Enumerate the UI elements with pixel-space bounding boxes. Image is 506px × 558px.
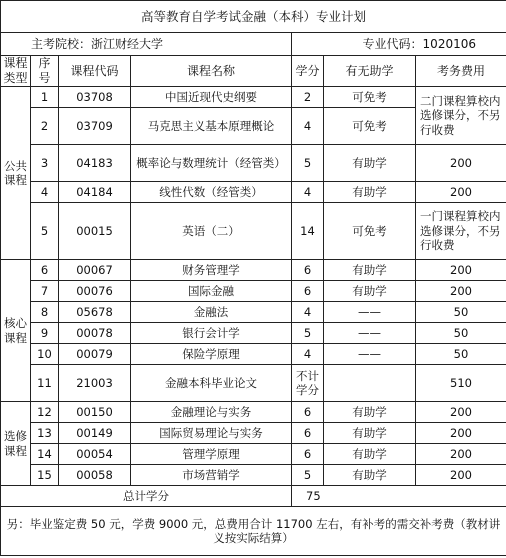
row-name: 金融理论与实务: [131, 402, 292, 423]
table-row: [1, 302, 506, 323]
row-fee: 二门课程算校内选修课分，不另行收费: [416, 87, 506, 145]
table-row: [1, 281, 506, 302]
row-fee: 200: [416, 402, 506, 423]
row-fee: 200: [416, 423, 506, 444]
row-name: 保险学原理: [131, 344, 292, 365]
row-number: 3: [31, 145, 59, 182]
row-code: 05678: [59, 302, 131, 323]
row-credit: 5: [292, 465, 324, 486]
row-credit: 4: [292, 344, 324, 365]
row-fee: 200: [416, 465, 506, 486]
row-aid: 有助学: [324, 465, 416, 486]
row-code: 00067: [59, 260, 131, 281]
row-number: 7: [31, 281, 59, 302]
row-name: 市场营销学: [131, 465, 292, 486]
table-row: [1, 182, 506, 203]
title-row: [1, 1, 506, 33]
table-row: [1, 444, 506, 465]
row-credit: 6: [292, 281, 324, 302]
row-code: 00150: [59, 402, 131, 423]
row-aid: 有助学: [324, 145, 416, 182]
row-number: 8: [31, 302, 59, 323]
row-fee: 200: [416, 281, 506, 302]
row-fee: 510: [416, 365, 506, 402]
header-aid: 有无助学: [324, 56, 416, 87]
row-code: 00079: [59, 344, 131, 365]
table-row: [1, 365, 506, 402]
row-credit: 5: [292, 323, 324, 344]
row-code: 04183: [59, 145, 131, 182]
row-aid: 有助学: [324, 281, 416, 302]
row-number: 13: [31, 423, 59, 444]
row-fee: 50: [416, 323, 506, 344]
page-title: 高等教育自学考试金融（本科）专业计划: [1, 1, 506, 33]
row-fee: 200: [416, 260, 506, 281]
row-credit: 5: [292, 145, 324, 182]
row-code: 21003: [59, 365, 131, 402]
row-code: 00058: [59, 465, 131, 486]
note-row: [1, 507, 506, 556]
row-code: 00054: [59, 444, 131, 465]
row-name: 金融法: [131, 302, 292, 323]
row-credit: 6: [292, 260, 324, 281]
row-aid: 有助学: [324, 182, 416, 203]
fee-note: 另：毕业鉴定费 50 元，学费 9000 元，总费用合计 11700 左右，有补考的需交补考费（教材讲义按实际结算）: [1, 507, 506, 556]
info-row: [1, 33, 506, 56]
row-aid: ——: [324, 323, 416, 344]
row-code: 00015: [59, 203, 131, 260]
table-row: [1, 323, 506, 344]
row-fee: 200: [416, 145, 506, 182]
row-credit: 不计学分: [292, 365, 324, 402]
category-public: 公共课程: [1, 87, 31, 260]
row-credit: 4: [292, 302, 324, 323]
header-fee: 考务费用: [416, 56, 506, 87]
header-number: 序号: [31, 56, 59, 87]
row-aid: 有助学: [324, 423, 416, 444]
header-credit: 学分: [292, 56, 324, 87]
row-aid: 可免考: [324, 203, 416, 260]
table-row: [1, 344, 506, 365]
row-name: 管理学原理: [131, 444, 292, 465]
row-name: 中国近现代史纲要: [131, 87, 292, 108]
table-row: [1, 145, 506, 182]
row-code: 03709: [59, 108, 131, 145]
header-course-name: 课程名称: [131, 56, 292, 87]
row-name: 概率论与数理统计（经管类）: [131, 145, 292, 182]
row-fee: 50: [416, 302, 506, 323]
row-name: 银行会计学: [131, 323, 292, 344]
row-aid: 有助学: [324, 444, 416, 465]
major-code: 专业代码：1020106: [292, 33, 506, 56]
table-row: [1, 260, 506, 281]
row-number: 9: [31, 323, 59, 344]
total-label: 总计学分: [1, 486, 292, 507]
header-course-type: 课程类型: [1, 56, 31, 87]
total-row: [1, 486, 506, 507]
row-code: 00149: [59, 423, 131, 444]
row-number: 5: [31, 203, 59, 260]
table-row: [1, 402, 506, 423]
header-course-code: 课程代码: [59, 56, 131, 87]
row-fee: 50: [416, 344, 506, 365]
row-name: 马克思主义基本原理概论: [131, 108, 292, 145]
category-elective: 选修课程: [1, 402, 31, 486]
row-code: 00078: [59, 323, 131, 344]
row-name: 国际金融: [131, 281, 292, 302]
header-row: [1, 56, 506, 87]
row-number: 2: [31, 108, 59, 145]
row-fee: 200: [416, 182, 506, 203]
row-aid: ——: [324, 302, 416, 323]
row-number: 12: [31, 402, 59, 423]
row-number: 15: [31, 465, 59, 486]
row-number: 10: [31, 344, 59, 365]
row-aid: 可免考: [324, 108, 416, 145]
row-aid: [324, 365, 416, 402]
row-number: 14: [31, 444, 59, 465]
category-core: 核心课程: [1, 260, 31, 402]
row-name: 线性代数（经管类）: [131, 182, 292, 203]
table-row: [1, 87, 506, 108]
table-row: [1, 203, 506, 260]
row-credit: 6: [292, 423, 324, 444]
row-name: 财务管理学: [131, 260, 292, 281]
row-fee: 一门课程算校内选修课分，不另行收费: [416, 203, 506, 260]
row-aid: 有助学: [324, 402, 416, 423]
row-credit: 14: [292, 203, 324, 260]
row-credit: 4: [292, 182, 324, 203]
row-credit: 6: [292, 444, 324, 465]
row-credit: 2: [292, 87, 324, 108]
row-code: 04184: [59, 182, 131, 203]
row-number: 6: [31, 260, 59, 281]
table-row: [1, 465, 506, 486]
row-code: 00076: [59, 281, 131, 302]
row-fee: 200: [416, 444, 506, 465]
row-number: 1: [31, 87, 59, 108]
row-name: 国际贸易理论与实务: [131, 423, 292, 444]
row-name: 英语（二）: [131, 203, 292, 260]
row-number: 4: [31, 182, 59, 203]
row-name: 金融本科毕业论文: [131, 365, 292, 402]
row-credit: 4: [292, 108, 324, 145]
host-school: 主考院校：浙江财经大学: [1, 33, 292, 56]
total-value: 75: [292, 486, 506, 507]
table-row: [1, 423, 506, 444]
row-aid: 可免考: [324, 87, 416, 108]
row-credit: 6: [292, 402, 324, 423]
row-code: 03708: [59, 87, 131, 108]
row-aid: 有助学: [324, 260, 416, 281]
row-number: 11: [31, 365, 59, 402]
row-aid: ——: [324, 344, 416, 365]
